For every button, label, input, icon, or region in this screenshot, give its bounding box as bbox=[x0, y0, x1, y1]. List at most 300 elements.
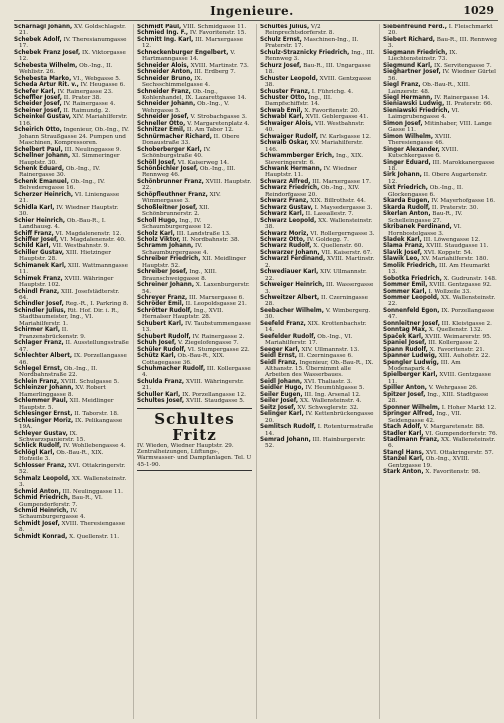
entry-name: Schlager Franz, bbox=[14, 340, 64, 347]
entry-name: Schlechter Albert, bbox=[14, 353, 73, 360]
entry-name: Selinger Karl, bbox=[260, 411, 304, 418]
entry-details: X. Quellenstr. 132. bbox=[427, 327, 483, 334]
entry-details: XVIII. Staudgasse 11. bbox=[424, 243, 489, 250]
entry-details: VIII. Schmidgasse 11. bbox=[181, 24, 247, 30]
entry-name: Schindl Franz, bbox=[14, 288, 60, 295]
directory-entry bbox=[383, 372, 498, 385]
entry-details: Bau-R., III. Ungargasse 18. bbox=[265, 62, 371, 76]
directory-entry bbox=[14, 114, 129, 127]
entry-details: Ob.-Ing., V. Wehrgasse 5. bbox=[142, 101, 229, 114]
entry-name: Slawik Leo, bbox=[383, 256, 420, 263]
entry-details: XII. Meidlinger Hauptstr. 52. bbox=[142, 256, 247, 269]
entry-name: Schnitzer Emil, bbox=[137, 127, 186, 134]
entry-name: Schnürmacher Richard, bbox=[137, 133, 212, 140]
entry-details: VI., Webgasse 5. bbox=[71, 75, 121, 82]
entry-details: II. Franzensbrückenstr. 9. bbox=[19, 327, 86, 340]
entry-name: Schirmer Karl, bbox=[14, 327, 60, 334]
entry-details: XI. Simmeringer Hauptstr. 30. bbox=[19, 153, 120, 166]
advertisement-title: Schultes Fritz bbox=[154, 409, 235, 444]
directory-entry bbox=[260, 308, 375, 321]
entry-details: Ob.-Bau-R., I. Landhausg. 4. bbox=[19, 217, 106, 231]
entry-details: X. Favoritenstr. 20. bbox=[302, 107, 360, 114]
entry-details: XVIII. Staudgasse 5. bbox=[184, 398, 245, 405]
entry-details: VII. Westbahnstr. 40. bbox=[265, 120, 365, 134]
entry-name: Schneckenburger Engelbert, bbox=[137, 49, 229, 56]
directory-entry bbox=[14, 179, 129, 192]
entry-name: Schelbert Paul, bbox=[14, 146, 63, 153]
entry-details: III. Kollergasse 4. bbox=[142, 366, 251, 379]
directory-entry bbox=[14, 340, 129, 353]
advertisement-text: IV. Wieden, Wiedner Hauptstr. 29. Zentralheizungen, Lüftungs-, Warmwasser- und Dampfanlagen. Tel. U 45-1-90. bbox=[137, 442, 252, 468]
entry-name: Schlesinger Ernst, bbox=[14, 411, 73, 418]
entry-details: III. Kollergasse 2. bbox=[426, 340, 480, 347]
entry-name: Sieniawski Friedrich, bbox=[383, 107, 450, 114]
entry-details: XIV. Wimmergasse 3. bbox=[142, 191, 221, 205]
directory-entry bbox=[14, 250, 129, 263]
entry-name: Schindler Julius, bbox=[14, 307, 66, 314]
entry-name: Siegl Franz, bbox=[383, 82, 421, 89]
entry-name: Stach Adolf, bbox=[383, 424, 422, 431]
entry-name: Schulda Franz, bbox=[137, 378, 185, 385]
directory-entry bbox=[383, 50, 498, 63]
entry-name: Scheda Artur Rit. v., bbox=[14, 82, 79, 89]
entry-name: Schurz Josef, bbox=[260, 62, 302, 69]
entry-name: Smolik Friedrich, bbox=[383, 262, 438, 269]
directory-entry bbox=[14, 308, 129, 327]
entry-name: Seefeld Franz, bbox=[260, 320, 306, 327]
entry-name: Siegmann Friedrich, bbox=[383, 49, 448, 56]
entry-details: X. Favoritenstr. 98. bbox=[423, 469, 481, 476]
entry-details: II. Czerningasse 28. bbox=[265, 295, 368, 308]
entry-details: II. Praterstr. 30. bbox=[430, 204, 479, 211]
entry-name: Schultes Josef, bbox=[137, 398, 185, 405]
entry-details: IV. Heumühlgasse 5. bbox=[303, 385, 365, 392]
entry-details: Maschinen-Ing., II. Praterstr. 17. bbox=[265, 36, 359, 50]
entry-name: Springer Alfred, bbox=[383, 411, 435, 418]
entry-details: IV. Rainergasse 14. bbox=[432, 94, 490, 101]
directory-entry bbox=[260, 360, 375, 379]
entry-details: IX. Schwarzspanierstr. 15. bbox=[19, 430, 86, 443]
entry-name: Sieniawski Ludwig, bbox=[383, 101, 445, 108]
entry-name: Spanner Ludwig, bbox=[383, 353, 437, 360]
entry-details: IV. Heugasse 6. bbox=[78, 82, 126, 89]
entry-name: Semlitsch Rudolf, bbox=[260, 424, 316, 431]
entry-details: VI. Stumpergasse 22. bbox=[185, 346, 250, 353]
entry-details: III. Marxergasse 6. bbox=[187, 295, 245, 302]
directory-entry bbox=[14, 476, 129, 489]
entry-details: Ing., XIX. Sieveringerstr. 6. bbox=[265, 153, 364, 166]
entry-details: IV. Karlsgasse 12. bbox=[317, 133, 371, 140]
entry-details: XIX. Billrothstr. 44. bbox=[308, 198, 366, 205]
entry-details: IX. Liechtensteinstr. 73. bbox=[388, 49, 458, 63]
entry-name: Schuller Karl, bbox=[137, 391, 181, 398]
entry-name: Schwediauer Karl, bbox=[260, 269, 319, 276]
entry-details: IV. Schönburgstraße 40. bbox=[142, 146, 211, 160]
entry-details: IX. Porzellangasse 47. bbox=[388, 307, 495, 321]
entry-details: VI. Magdalenenstr. 12. bbox=[53, 230, 122, 237]
entry-details: III. Kleistgasse 2. bbox=[439, 320, 492, 327]
entry-details: Rit. Hof. Dir. i. R., Stadtbaumeister, Ing., VI. Mariahilferstr. 1. bbox=[19, 307, 119, 327]
entry-details: IV. Theresianumgasse 17. bbox=[19, 36, 127, 50]
entry-details: IV. Favoritenstr. 15. bbox=[188, 30, 247, 37]
entry-name: Scherzer Heinrich, bbox=[14, 191, 74, 198]
directory-entry bbox=[260, 256, 375, 269]
directory-entry bbox=[260, 437, 375, 450]
entry-name: Schwabl Karl, bbox=[260, 114, 304, 121]
page-title: Ingenieure. bbox=[210, 4, 294, 18]
directory-entry bbox=[137, 50, 252, 63]
entry-details: Ingenieur, Ob.-Bau-R., IX. Althanstr. 15. Übernimmt alle Arbeiten des Wasserbaues. bbox=[265, 359, 374, 379]
entry-name: Siegmund Karl, bbox=[383, 62, 433, 69]
entry-name: Scheirich Otto, bbox=[14, 127, 62, 134]
entry-details: Ing., XIII. Stadtgasse 28. bbox=[388, 391, 489, 405]
directory-entry bbox=[260, 140, 375, 153]
directory-entry bbox=[14, 495, 129, 508]
entry-details: XVII. Geblergasse 41. bbox=[303, 114, 369, 121]
entry-name: Schiffer Josef, bbox=[14, 236, 59, 243]
entry-name: Schöll Josef, bbox=[137, 159, 176, 166]
directory-entry bbox=[260, 218, 375, 231]
entry-details: V. Ziegelofengasse 7. bbox=[176, 340, 239, 347]
directory-entry bbox=[137, 243, 252, 256]
entry-details: Ob.-Ing., III. Rennweg 46. bbox=[142, 165, 236, 179]
column-2 bbox=[133, 24, 252, 719]
entry-name: Schlögl Karl, bbox=[14, 449, 55, 456]
entry-name: Schenk Emanuel, bbox=[14, 178, 69, 185]
directory-entry bbox=[137, 256, 252, 269]
directory-entry bbox=[14, 127, 129, 146]
entry-name: Skribanek Ferdinand, bbox=[383, 224, 452, 231]
entry-details: X. Quellenstr. 11. bbox=[67, 533, 120, 540]
entry-name: Schmid Friedrich, bbox=[14, 495, 70, 502]
entry-name: Sieghartner Josef, bbox=[383, 69, 441, 76]
entry-details: IV. Wiedner Hauptstr. 11. bbox=[265, 165, 357, 179]
entry-details: III. Hainburgerstr. 52. bbox=[265, 437, 366, 450]
directory-entry bbox=[137, 218, 252, 231]
entry-details: XIV. Mariahilferstr. 116. bbox=[19, 114, 128, 127]
entry-name: Schmid Anton, bbox=[14, 488, 61, 495]
entry-details: Ob.-Ing., XVIII. Gentzgasse 19. bbox=[388, 456, 470, 469]
entry-details: IV. Goldegg. 7. bbox=[305, 236, 349, 243]
entry-details: III. Marxergasse 12. bbox=[142, 36, 243, 50]
entry-details: VI. Kaiserweg 14. bbox=[175, 159, 229, 166]
entry-details: V/2 Reinprechtsdorferstr. 8. bbox=[265, 24, 335, 37]
entry-details: II. Prater 38. bbox=[61, 94, 102, 101]
entry-name: Schwarz Gustav, bbox=[260, 204, 313, 211]
entry-name: Schöpfleuthner Franz, bbox=[137, 191, 208, 198]
entry-name: Schidla Karl, bbox=[14, 204, 55, 211]
entry-details: XVI. Thaliastr. 3. bbox=[302, 378, 353, 385]
header-rule bbox=[14, 20, 498, 21]
entry-name: Schwammberger Erich, bbox=[260, 153, 335, 160]
entry-details: Ob.-Ing., Kohlenhandel, IX. Lazarettgasse 14. bbox=[142, 88, 247, 101]
entry-name: Schwaiger Alois, bbox=[260, 120, 314, 127]
entry-name: Spiller Anton, bbox=[383, 385, 427, 392]
entry-details: XX. Wallensteinstr. 3. bbox=[19, 475, 127, 489]
entry-name: Schwalb Oskar, bbox=[260, 140, 309, 147]
entry-name: Sommer Emil, bbox=[383, 282, 428, 289]
entry-name: Skarda Eugen, bbox=[383, 198, 430, 205]
entry-details: XIV. Ullmannstr. 22. bbox=[265, 269, 367, 282]
entry-details: Ing., III. Dampfschiffstr. 14. bbox=[265, 94, 332, 108]
directory-entry bbox=[383, 437, 498, 450]
entry-name: Schwarz Karl, bbox=[260, 211, 304, 218]
entry-name: Schütz Karl, bbox=[137, 353, 176, 360]
entry-details: XVIII. Martinstr. 73. bbox=[188, 62, 249, 69]
entry-details: II. Obere Augartenstr. 12. bbox=[388, 172, 488, 185]
directory-entry bbox=[383, 69, 498, 82]
directory-entry bbox=[14, 50, 129, 63]
entry-details: Ob.-Ing., XIV. Reindorfgasse 20. bbox=[265, 185, 360, 198]
entry-name: Simon Wilhelm, bbox=[383, 133, 434, 140]
entry-details: II. Nordbahnstr. 38. bbox=[180, 236, 240, 243]
directory-entry bbox=[14, 63, 129, 76]
entry-name: Schuster Otto, bbox=[260, 94, 307, 101]
entry-details: IX. Servitengasse 7. bbox=[432, 62, 492, 69]
directory-entry bbox=[137, 134, 252, 147]
entry-name: Seiler Eugen, bbox=[260, 391, 303, 398]
entry-details: VI. Gumpendorferstr. 76. bbox=[423, 430, 498, 437]
entry-details: XVIII. Gentzgasse 38. bbox=[265, 75, 372, 89]
entry-details: II. Obere Donaustraße 33. bbox=[142, 133, 240, 147]
entry-details: V. Margaretenplatz 4. bbox=[185, 120, 250, 127]
entry-details: XX. Wallensteinstr. 6. bbox=[388, 437, 496, 450]
entry-name: Sirk Johann, bbox=[383, 172, 422, 179]
entry-name: Schuster Leopold, bbox=[260, 75, 318, 82]
directory-entry bbox=[383, 469, 498, 475]
entry-name: Schmalz Leopold, bbox=[14, 475, 71, 482]
entry-name: Schenk Eduard, bbox=[14, 165, 65, 172]
entry-name: Schwarz Otto, bbox=[260, 236, 306, 243]
directory-entry bbox=[383, 211, 498, 224]
entry-name: Seidler Hugo, bbox=[260, 385, 304, 392]
entry-name: Schweiger Heinrich, bbox=[260, 282, 325, 289]
entry-name: Schneider Josef, bbox=[137, 114, 189, 121]
entry-name: Schlosser Franz, bbox=[14, 462, 67, 469]
directory-entry bbox=[14, 463, 129, 476]
entry-details: XVIII. Währinger Hauptstr. 102. bbox=[19, 275, 114, 289]
entry-name: Seeger Karl, bbox=[260, 346, 300, 353]
directory-entry bbox=[260, 121, 375, 134]
directory-entry bbox=[137, 205, 252, 218]
advertisement bbox=[137, 408, 252, 471]
entry-details: Bau-R., VI. Gumpendorferstr. 7. bbox=[19, 495, 103, 508]
entry-name: Schneller Otto, bbox=[137, 120, 186, 127]
entry-name: Slavik Josef, bbox=[383, 249, 422, 256]
directory-entry bbox=[14, 534, 129, 540]
directory-entry bbox=[14, 192, 129, 205]
entry-details: XVIII. Weimarerstr. 95. bbox=[423, 333, 492, 340]
entry-name: Schild Karl, bbox=[14, 243, 51, 250]
entry-details: IV. Kettenbrückengasse 20. bbox=[265, 411, 374, 424]
directory-entry bbox=[383, 172, 498, 185]
entry-name: Spengler Ludwig, bbox=[383, 359, 439, 366]
entry-name: Schoberberger Karl, bbox=[137, 146, 202, 153]
entry-details: VI. Rollergerngasse 3. bbox=[308, 230, 375, 237]
entry-details: XIX. Krottenbachstr. 14. bbox=[265, 320, 367, 334]
entry-name: Schwarz Franz, bbox=[260, 198, 309, 205]
entry-details: V. Wehrgasse 26. bbox=[426, 385, 478, 392]
directory-entry bbox=[14, 353, 129, 366]
entry-name: Schmidt Josef, bbox=[14, 520, 60, 527]
entry-details: XIV. Ullmannstr. 13. bbox=[299, 346, 360, 353]
entry-details: XIII. Auhofstr. 22. bbox=[436, 353, 491, 360]
entry-name: Seebacher Wilhelm, bbox=[260, 307, 324, 314]
entry-details: XVI. Koppstr. 54. bbox=[421, 249, 473, 256]
entry-details: VII. Kaiserstr. 67. bbox=[319, 249, 372, 256]
directory-entry bbox=[14, 289, 129, 302]
directory-entry bbox=[137, 179, 252, 192]
entry-details: IV. Rainergasse 2. bbox=[190, 333, 245, 340]
entry-name: Semrad Johann, bbox=[260, 437, 311, 443]
entry-details: XV. Schweglerstr. 32. bbox=[295, 404, 359, 411]
entry-name: Schweitzer Albert, bbox=[260, 295, 320, 302]
directory-entry bbox=[383, 295, 498, 308]
entry-details: XVIII. Hauptstr. 22. bbox=[142, 178, 252, 192]
entry-details: Ob.-Ing., IV. Belvederegasse 16. bbox=[19, 178, 105, 192]
directory-entry bbox=[260, 185, 375, 198]
entry-details: III. Erdberg 7. bbox=[192, 69, 236, 76]
entry-name: Schultes Julius, bbox=[260, 24, 310, 30]
entry-name: Schmid Heinrich, bbox=[14, 507, 69, 514]
entry-details: Bau-R., IV. Schelleingasse 27. bbox=[388, 211, 463, 224]
entry-name: Schwank Hermann, bbox=[260, 165, 322, 172]
entry-details: III. Am Heumarkt 13. bbox=[388, 262, 490, 276]
entry-name: Spaniel Josef, bbox=[383, 340, 427, 347]
directory-entry bbox=[14, 385, 129, 398]
entry-name: Schwab Emil, bbox=[260, 107, 303, 114]
entry-details: VI. Hornbostelgasse 3. bbox=[388, 224, 462, 237]
directory-entry bbox=[260, 411, 375, 424]
entry-details: II. Ausstellungsstraße 47. bbox=[19, 340, 129, 353]
entry-name: Schebek Adolf, bbox=[14, 36, 62, 43]
entry-name: Siegl Hermann, bbox=[383, 94, 433, 101]
entry-details: Ob.-Ing., IV. Rainergasse 30. bbox=[19, 165, 101, 179]
column-3 bbox=[256, 24, 375, 719]
directory-entry bbox=[137, 166, 252, 179]
entry-name: Schwarz Rudolf, bbox=[260, 243, 312, 250]
entry-name: Schlemmer Paul, bbox=[14, 398, 68, 405]
directory-entry bbox=[137, 282, 252, 295]
entry-name: Spann Rudolf, bbox=[383, 346, 428, 353]
entry-details: I. Rotenturmstraße 14. bbox=[265, 424, 374, 437]
entry-details: XV. Mariahilferstr. 146. bbox=[265, 140, 363, 153]
directory-entry bbox=[137, 147, 252, 160]
entry-details: IV. Wohllebengasse 4. bbox=[61, 443, 126, 450]
entry-details: I. Fleischmarkt 20. bbox=[388, 24, 493, 37]
directory-entry bbox=[14, 418, 129, 431]
entry-name: Sixt Friedrich, bbox=[383, 185, 428, 192]
entry-details: XVIII. Theresiengasse 8. bbox=[19, 520, 125, 534]
entry-name: Spitzer Josef, bbox=[383, 391, 426, 398]
entry-name: Schröder Emil, bbox=[137, 301, 184, 308]
entry-name: Schreiber Josef, bbox=[137, 269, 188, 276]
entry-name: Siebenfreund Ferd., bbox=[383, 24, 447, 30]
entry-details: XV. Robert Hamerlinggasse 8. bbox=[19, 385, 106, 398]
directory-entry bbox=[14, 218, 129, 231]
directory-entry bbox=[137, 101, 252, 114]
entry-name: Schindler Josef, bbox=[14, 301, 64, 308]
entry-name: Seidl Johann, bbox=[260, 378, 303, 385]
column-1 bbox=[14, 24, 129, 719]
directory-entry bbox=[383, 37, 498, 50]
entry-details: Ob.-Bau-R., XIII. Lainzerstr. 48. bbox=[388, 82, 470, 95]
entry-details: IV. Taubstummengasse 13. bbox=[142, 320, 251, 334]
entry-details: Ing., XIII. Braunschweiggasse 8. bbox=[142, 269, 217, 282]
entry-name: Skerlan Anton, bbox=[383, 211, 431, 218]
entry-name: Sponner Wilhelm, bbox=[383, 404, 440, 411]
entry-details: XVIII. Gentzgasse 92. bbox=[427, 282, 492, 289]
entry-name: Schulz Ernst, bbox=[260, 36, 302, 43]
entry-details: IV. Rainergasse 23. bbox=[55, 88, 113, 95]
directory-entry bbox=[14, 263, 129, 276]
entry-details: Ing., IV. Schaumburgergasse 12. bbox=[142, 217, 213, 231]
entry-details: XVIII. Währingerstr. 21. bbox=[142, 378, 244, 392]
entry-details: IX. Porzellangasse 46. bbox=[19, 353, 127, 366]
entry-details: IV. Mayerhofgasse 16. bbox=[429, 198, 496, 205]
entry-details: Ob.-Ing., VI. Mariahilferstr. 17. bbox=[265, 333, 353, 347]
entry-name: Schleyer Gustav, bbox=[14, 430, 68, 437]
entry-details: Ob.-Bau-R., XIX. Hofzeile 3. bbox=[19, 449, 104, 463]
directory-entry bbox=[383, 308, 498, 321]
entry-details: III. Neulinggasse 11. bbox=[60, 488, 123, 495]
entry-name: Scheider Josef, bbox=[14, 101, 62, 108]
directory-entry bbox=[260, 153, 375, 166]
entry-name: Schlegel Ernst, bbox=[14, 366, 63, 373]
entry-name: Scholz Viktor, bbox=[137, 236, 181, 243]
directory-entry bbox=[137, 366, 252, 379]
entry-name: Schneider Anton, bbox=[137, 69, 193, 76]
directory-entry bbox=[260, 269, 375, 282]
directory-entry bbox=[137, 37, 252, 50]
entry-name: Schneider Alois, bbox=[137, 62, 189, 69]
entry-name: Spaček Karl, bbox=[383, 333, 424, 340]
entry-details: V. Margaretenstr. 88. bbox=[421, 424, 485, 431]
entry-details: IX. Porzellangasse 12. bbox=[180, 391, 246, 398]
directory-entry bbox=[383, 24, 498, 37]
entry-details: Ingenieur, Ob.-Ing., IV. Johann Straußgasse 24. Pumpen und Maschinen, Kompressoren. bbox=[19, 127, 129, 147]
entry-details: III. Marokkanergasse 18. bbox=[388, 159, 495, 172]
directory-entry bbox=[260, 321, 375, 334]
entry-name: Schmidt Paul, bbox=[137, 24, 182, 30]
entry-name: Seidl Ernst, bbox=[260, 353, 297, 360]
directory-entry bbox=[260, 295, 375, 308]
directory-entry bbox=[14, 327, 129, 340]
entry-details: II. Leopoldsgasse 21. bbox=[183, 301, 247, 308]
directory-entry bbox=[14, 521, 129, 534]
entry-details: Bau-R., III. Rennweg 3. bbox=[388, 36, 497, 50]
entry-name: Schleinzer Johann, bbox=[14, 385, 74, 392]
entry-details: IX. Viktorgasse 12. bbox=[19, 49, 126, 63]
entry-name: Schimanek Karl, bbox=[14, 262, 67, 269]
directory-entry bbox=[383, 263, 498, 276]
entry-details: IV. Schaumburgergasse 4. bbox=[142, 243, 209, 256]
entry-name: Schwarzer Johann, bbox=[260, 249, 320, 256]
directory-entry bbox=[260, 166, 375, 179]
entry-details: XX. Wallensteinstr. 22. bbox=[388, 295, 496, 308]
entry-name: Sommer Leopold, bbox=[383, 295, 440, 302]
entry-name: Seidl Franz, bbox=[260, 359, 298, 366]
entry-details: III. Landstraße 13. bbox=[174, 230, 231, 237]
entry-details: XVI. Ottakringerstr. 52. bbox=[19, 462, 126, 476]
entry-details: Mitinhaber, VIII. Lange Gasse 11. bbox=[388, 120, 492, 134]
entry-name: Stark Anton, bbox=[383, 469, 424, 476]
entry-details: XIII. Josefstädterstr. 64. bbox=[19, 288, 120, 302]
entry-details: IV. Rainergasse 4. bbox=[61, 101, 116, 108]
entry-name: Schwaiger Rudolf, bbox=[260, 133, 318, 140]
entry-details: II. Czerningasse 6. bbox=[296, 353, 353, 360]
entry-name: Slama Franz, bbox=[383, 243, 425, 250]
